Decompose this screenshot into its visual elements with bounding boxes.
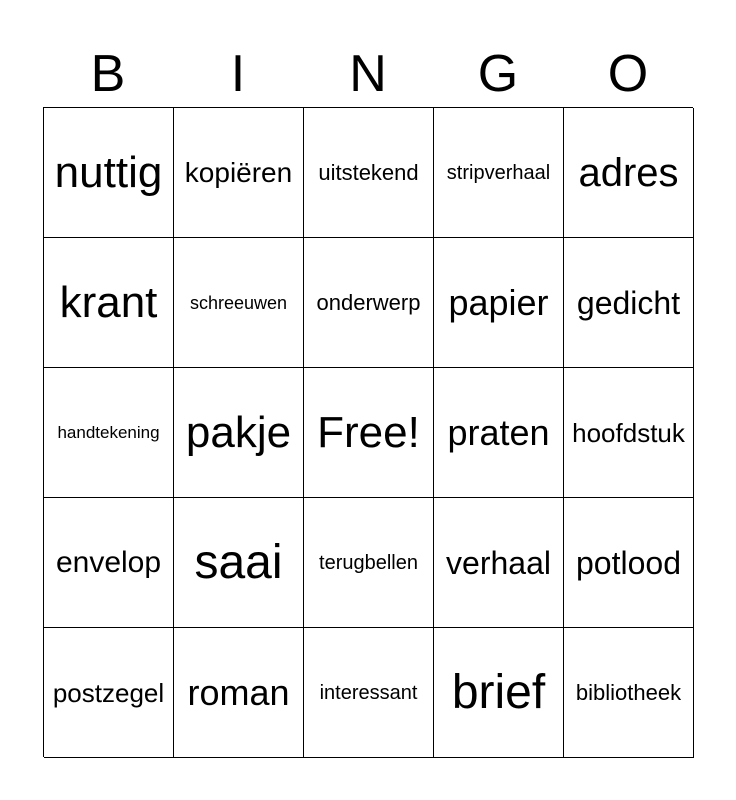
bingo-cell: brief bbox=[434, 628, 564, 758]
bingo-header bbox=[43, 42, 693, 106]
free-space-cell: Free! bbox=[304, 368, 434, 498]
bingo-cell: papier bbox=[434, 238, 564, 368]
bingo-cell: hoofdstuk bbox=[564, 368, 694, 498]
header-letter-b: B bbox=[90, 45, 126, 103]
header-letter-n: N bbox=[349, 45, 387, 103]
bingo-cell: onderwerp bbox=[304, 238, 434, 368]
bingo-cell: saai bbox=[174, 498, 304, 628]
bingo-cell: verhaal bbox=[434, 498, 564, 628]
bingo-cell: uitstekend bbox=[304, 108, 434, 238]
bingo-cell: terugbellen bbox=[304, 498, 434, 628]
bingo-cell: postzegel bbox=[44, 628, 174, 758]
bingo-cell: krant bbox=[44, 238, 174, 368]
header-letter-g: G bbox=[477, 45, 519, 103]
bingo-cell: interessant bbox=[304, 628, 434, 758]
bingo-cell: envelop bbox=[44, 498, 174, 628]
bingo-cell: potlood bbox=[564, 498, 694, 628]
bingo-cell: stripverhaal bbox=[434, 108, 564, 238]
header-letter-o: O bbox=[607, 45, 649, 103]
bingo-grid bbox=[43, 107, 693, 757]
bingo-cell: nuttig bbox=[44, 108, 174, 238]
bingo-cell: handtekening bbox=[44, 368, 174, 498]
header-letter-i: I bbox=[230, 45, 246, 103]
bingo-cell: bibliotheek bbox=[564, 628, 694, 758]
bingo-cell: gedicht bbox=[564, 238, 694, 368]
bingo-cell: kopiëren bbox=[174, 108, 304, 238]
bingo-cell: adres bbox=[564, 108, 694, 238]
bingo-cell: roman bbox=[174, 628, 304, 758]
bingo-cell: pakje bbox=[174, 368, 304, 498]
bingo-cell: praten bbox=[434, 368, 564, 498]
bingo-cell: schreeuwen bbox=[174, 238, 304, 368]
